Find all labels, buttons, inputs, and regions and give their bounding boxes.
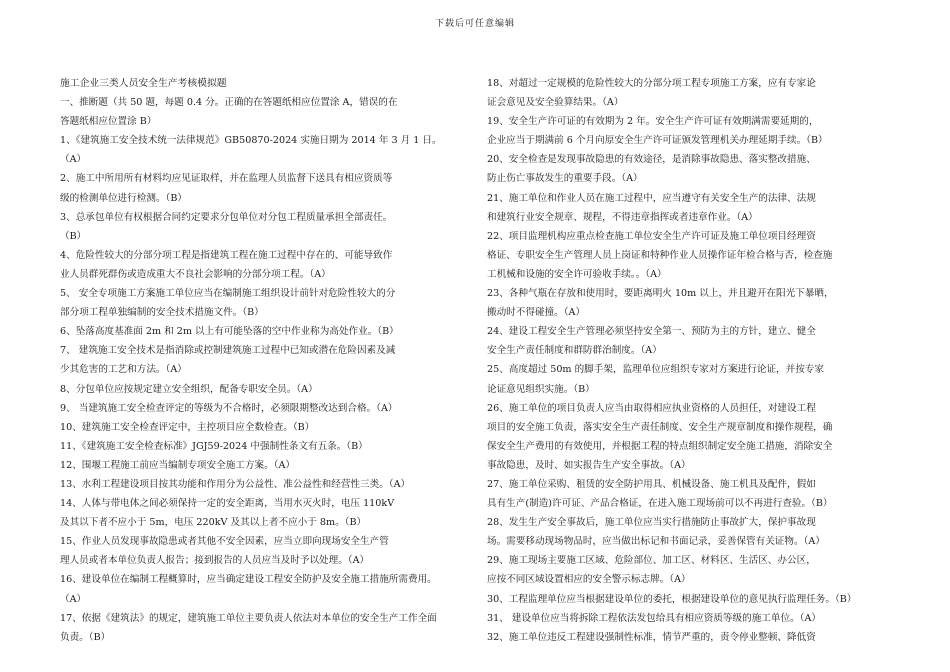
text-line: 安全生产责任制度和群防群治制度。（A） [487, 345, 662, 357]
text-line: 21、施工单位和作业人员在施工过程中，应当遵守有关安全生产的法律、法规 [487, 192, 816, 204]
text-line: 理人员或者本单位负责人报告；接到报告的人员应当及时予以处理。（A） [60, 555, 370, 567]
text-line: 证会意见及安全验算结果。（A） [487, 97, 624, 109]
text-line: 2、施工中所用所有材料均应见证取样，并在监理人员监督下送具有相应资质等 [60, 173, 393, 185]
text-line: 31、 建设单位应当将拆除工程依法发包给具有相应资质等级的施工单位。（A） [487, 612, 821, 624]
text-line: 一、推断题（共 50 题，每题 0.4 分。正确的在答题纸相应位置涂 A，错误的在 [60, 97, 398, 109]
text-line: 15、作业人员发现事故隐患或者其他不安全因素，应当立即向现场安全生产管 [60, 536, 389, 548]
text-line: 应按不同区域设置相应的安全警示标志牌。（A） [487, 574, 691, 586]
text-line: 和建筑行业安全规章、规程，不得违章指挥或者违章作业。（A） [487, 211, 758, 223]
text-line: 24、建设工程安全生产管理必须坚持安全第一、预防为主的方针，建立、健全 [487, 326, 816, 338]
document-title: 施工企业三类人员安全生产考核模拟题 [60, 78, 227, 89]
text-line: 20、安全检查是发现事故隐患的有效途径，是消除事故隐患、落实整改措施、 [487, 154, 816, 166]
text-line: 18、对超过一定规模的危险性较大的分部分项工程专项施工方案，应有专家论 [487, 78, 816, 89]
text-line: 4、危险性较大的分部分项工程是指建筑工程在施工过程中存在的、可能导致作 [60, 249, 393, 261]
text-line: 企业应当于期满前 6 个月向原安全生产许可证颁发管理机关办理延期手续。（B） [487, 135, 828, 147]
page-header: 下载后可任意编辑 [434, 19, 515, 29]
text-line: 19、安全生产许可证的有效期为 2 年。安全生产许可证有效期满需要延期的， [487, 116, 819, 128]
text-line: 业人员群死群伤或造成重大不良社会影响的分部分项工程。（A） [60, 268, 331, 280]
text-line: 少其危害的工艺和方法。（A） [60, 364, 187, 376]
text-line: 14、人体与带电体之间必须保持一定的安全距离，当用水灭火时，电压 110kV [60, 498, 395, 510]
text-line: 1、《建筑施工安全技术统一法律规范》GB50870-2024 实施日期为 2014 年 3 月 1 日。 [60, 135, 442, 147]
text-line: 格证、专职安全生产管理人员上岗证和特种作业人员操作证年检合格与否，检查施 [487, 249, 833, 261]
text-line: 11、《建筑施工安全检查标准》JGJ59-2024 中强制性条文有五条。（B） [60, 440, 368, 452]
text-line: 23、各种气瓶在存放和使用时，要距离明火 10m 以上，并且避开在阳光下暴晒， [487, 288, 834, 300]
text-line: 具有生产(制造)许可证、产品合格证，在进入施工现场前可以不再进行查验。（B） [487, 498, 833, 510]
text-line: 32、施工单位违反工程建设强制性标准，情节严重的，责令停业整顿、降低资 [487, 631, 816, 643]
text-line: 27、施工单位采购、租赁的安全防护用具、机械设备、施工机具及配件，假如 [487, 478, 816, 490]
text-line: 答题纸相应位置涂 B） [60, 116, 157, 128]
text-line: 8、分包单位应按规定建立安全组织，配备专职安全员。（A） [60, 383, 318, 395]
text-line: （A） [60, 154, 87, 166]
text-line: 事故隐患，及时、如实报告生产安全事故。（A） [487, 459, 691, 471]
text-line: 级的检测单位进行检测。（B） [60, 192, 187, 204]
text-line: 9、 当建筑施工安全检查评定的等级为不合格时，必须限期整改达到合格。（A） [60, 402, 398, 414]
right-column [487, 74, 897, 647]
text-line: 26、施工单位的项目负责人应当由取得相应执业资格的人员担任，对建设工程 [487, 402, 816, 414]
text-line: 3、总承包单位有权根据合同约定要求分包单位对分包工程质量承担全部责任。 [60, 211, 393, 223]
text-line: 7、 建筑施工安全技术是指消除或控制建筑施工过程中已知或潜在危险因素及减 [60, 345, 396, 357]
text-line: 13、水利工程建设项目按其功能和作用分为公益性、准公益性和经营性三类。（A） [60, 478, 411, 490]
text-line: 16、建设单位在编制工程概算时，应当确定建设工程安全防护及安全施工措施所需费用。 [60, 574, 437, 586]
text-line: （A） [60, 593, 87, 605]
text-line: 防止伤亡事故发生的重要手段。（A） [487, 173, 643, 185]
text-line: （B） [60, 230, 87, 242]
text-line: 22、项目监理机构应重点检查施工单位安全生产许可证及施工单位项目经理资 [487, 230, 816, 242]
text-line: 5、 安全专项施工方案施工单位应当在编制施工组织设计前针对危险性较大的分 [60, 288, 396, 300]
text-line: 负责。（B） [60, 631, 111, 643]
text-line: 10、建筑施工安全检查评定中，主控项目应全数检查。（B） [60, 421, 315, 433]
text-line: 25、高度超过 50m 的脚手架，监理单位应组织专家对方案进行论证，并按专家 [487, 364, 825, 376]
text-line: 搬动时不得碰撞。（A） [487, 307, 586, 319]
text-line: 工机械和设施的安全许可验收手续。。（A） [487, 268, 667, 280]
text-line: 6、坠落高度基准面 2m 和 2m 以上有可能坠落的空中作业称为高处作业。（B） [60, 326, 399, 338]
text-line: 场。需要移动现场物品时，应当做出标记和书面记录，妥善保管有关证物。（A） [487, 536, 825, 548]
text-line: 及其以下者不应小于 5m，电压 220kV 及其以上者不应小于 8m。（B） [60, 517, 367, 529]
left-column [60, 74, 465, 647]
text-line: 29、施工现场主要施工区域、危险部位、加工区、材料区、生活区、办公区， [487, 555, 816, 567]
text-line: 12、围堰工程施工前应当编制专项安全施工方案。（A） [60, 459, 295, 471]
text-line: 17、依据《建筑法》的规定，建筑施工单位主要负责人依法对本单位的安全生产工作全面 [60, 612, 437, 624]
text-line: 30、工程监理单位应当根据建设单位的委托，根据建设单位的意见执行监理任务。（B） [487, 593, 857, 605]
text-line: 项目的安全施工负责，落实安全生产责任制度、安全生产规章制度和操作规程，确 [487, 421, 833, 433]
text-line: 保安全生产费用的有效使用，并根据工程的特点组织制定安全施工措施，消除安全 [487, 440, 833, 452]
text-line: 论证意见组织实施。（B） [487, 383, 595, 395]
text-line: 部分项工程单独编制的安全技术措施文件。（B） [60, 307, 264, 319]
text-line: 28、发生生产安全事故后，施工单位应当实行措施防止事故扩大，保护事故现 [487, 517, 816, 529]
